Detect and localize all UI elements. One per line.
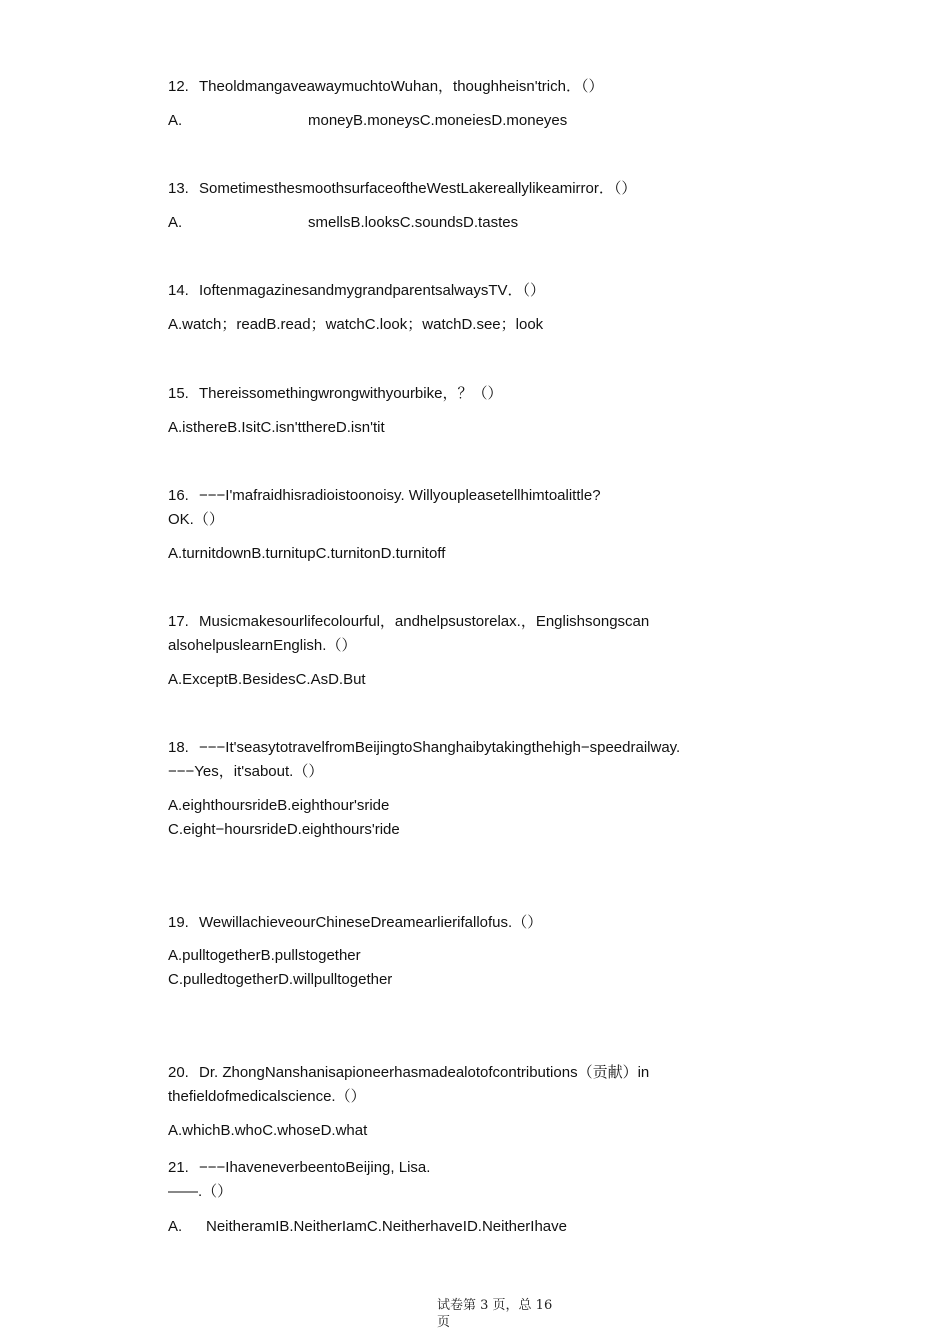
question-number: 19. xyxy=(168,914,189,931)
question-19 xyxy=(168,913,542,933)
question-20-stem-cont: thefieldofmedicalscience.（） xyxy=(168,1088,366,1105)
question-20-options: A.whichB.whoC.whoseD.what xyxy=(168,1122,368,1139)
page-number-line-1: 试卷第 3 页，总 16 xyxy=(437,1298,553,1313)
question-15 xyxy=(168,384,502,404)
options-text: NeitheramIB.NeitherIamC.NeitherhaveID.NeitherIhave xyxy=(206,1218,567,1235)
question-number: 21. xyxy=(168,1159,189,1176)
question-16 xyxy=(168,486,601,506)
page-number-line-2: 页 xyxy=(437,1315,451,1330)
question-20 xyxy=(168,1063,649,1083)
question-stem: −−−IhaveneverbeentoBeijing, Lisa. xyxy=(199,1159,431,1176)
question-14 xyxy=(168,281,545,301)
question-number: 13. xyxy=(168,180,189,197)
question-number: 17. xyxy=(168,613,189,630)
question-14-options: A.watch；readB.read；watchC.look；watchD.see；look xyxy=(168,316,544,333)
question-16-options: A.turnitdownB.turnitupC.turnitonD.turnitoff xyxy=(168,545,446,562)
question-number: 20. xyxy=(168,1064,189,1081)
option-letter: A. xyxy=(168,1218,183,1235)
question-19-options-cont: C.pulledtogetherD.willpulltogether xyxy=(168,971,393,988)
question-number: 15. xyxy=(168,385,189,402)
question-17-stem-cont: alsohelpuslearnEnglish.（） xyxy=(168,637,357,654)
question-stem: WewillachieveourChineseDreamearlierifallofus.（） xyxy=(199,914,543,931)
question-18 xyxy=(168,738,680,758)
question-16-stem-cont: OK.（） xyxy=(168,511,224,528)
question-19-options: A.pulltogetherB.pullstogether xyxy=(168,947,361,964)
question-stem: Thereissomethingwrongwithyourbike，？（） xyxy=(199,385,503,402)
question-12 xyxy=(168,77,603,97)
option-letter: A. xyxy=(168,214,183,231)
option-letter: A. xyxy=(168,112,183,129)
question-17 xyxy=(168,612,649,632)
question-18-stem-cont: −−−Yes，it'sabout.（） xyxy=(168,763,324,780)
options-text: smellsB.looksC.soundsD.tastes xyxy=(308,214,519,231)
page-footer xyxy=(437,1297,567,1331)
options-text: moneyB.moneysC.moneiesD.moneyes xyxy=(308,112,568,129)
question-18-options: A.eighthoursrideB.eighthour'sride xyxy=(168,797,390,814)
question-13 xyxy=(168,179,636,199)
question-number: 14. xyxy=(168,282,189,299)
question-stem: SometimesthesmoothsurfaceoftheWestLakereallylikeamirror．（） xyxy=(199,180,637,197)
question-stem: TheoldmangaveawaymuchtoWuhan，thoughheisn'trich．（） xyxy=(199,78,604,95)
question-13-options xyxy=(168,213,518,233)
question-number: 12. xyxy=(168,78,189,95)
question-stem: Musicmakesourlifecolourful，andhelpsustorelax.，Englishsongscan xyxy=(199,613,650,630)
question-15-options: A.isthereB.IsitC.isn'tthereD.isn'tit xyxy=(168,419,385,436)
question-18-options-cont: C.eight−hoursrideD.eighthours'ride xyxy=(168,821,400,838)
question-stem: −−−It'seasytotravelfromBeijingtoShanghaibytakingthehigh−speedrailway. xyxy=(199,739,681,756)
question-number: 18. xyxy=(168,739,189,756)
question-21 xyxy=(168,1158,430,1178)
question-17-options: A.ExceptB.BesidesC.AsD.But xyxy=(168,671,366,688)
question-stem: Dr. ZhongNanshanisapioneerhasmadealotofcontributions（贡献）in xyxy=(199,1064,650,1081)
question-number: 16. xyxy=(168,487,189,504)
question-12-options xyxy=(168,111,567,131)
question-stem: −−−I'mafraidhisradioistoonoisy. Willyoupleasetellhimtoalittle? xyxy=(199,487,601,504)
question-stem: IoftenmagazinesandmygrandparentsalwaysTV．（） xyxy=(199,282,546,299)
question-21-options xyxy=(168,1217,567,1237)
question-21-stem-cont: ——.（） xyxy=(168,1183,233,1200)
